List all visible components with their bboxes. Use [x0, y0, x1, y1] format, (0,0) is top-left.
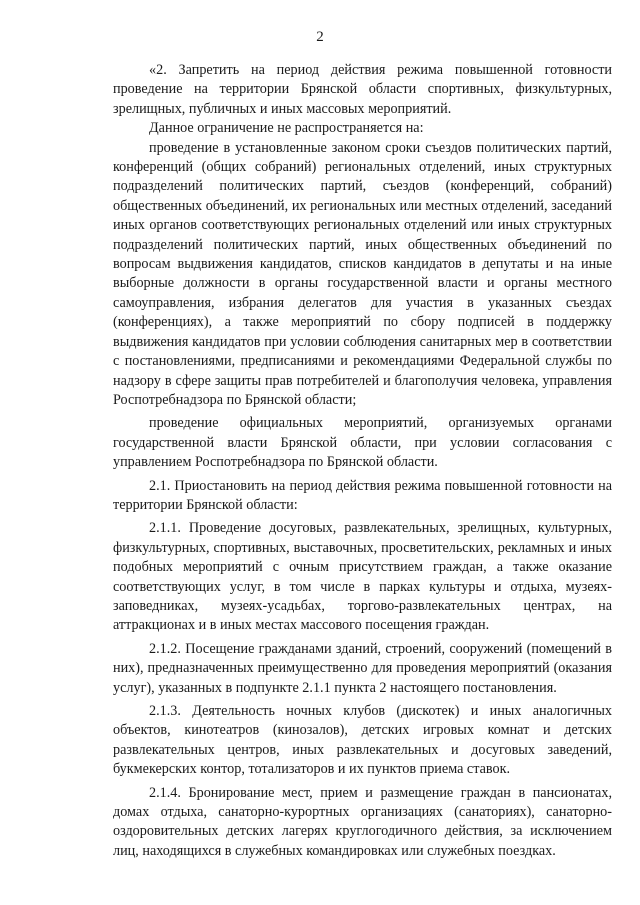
paragraph-clause-2: «2. Запретить на период действия режима повышенной готовности проведение на территории Брянской области спортивных, физкультурных, зрелищных, публичных и иных массовых мероприятий. [113, 62, 612, 117]
paragraph-exception-congresses: проведение в установленные законом сроки съездов политических партий, конференций (общих собраний) региональных отделений, иных структурных подразделений политических партий, съездов (конференций, собраний) общественных объединений, их региональных или местных отделений, заседаний иных органов соответствующих региональных отделений или иных структурных подразделений политических партий, иных общественных объединений по вопросам выдвижения кандидатов, списков кандидатов в депутаты и на иные выборные должности в органы государственной власти и органы местного самоуправления, избрания делегатов для участия в указанных съездах (конференциях), а также мероприятий по сбору подписей в поддержку выдвижения кандидатов при условии соблюдения санитарных мер в соответствии с постановлениями, предписаниями и рекомендациями Федеральной службы по надзору в сфере защиты прав потребителей и благополучия человека, управления Роспотребнадзора по Брянской области; [113, 139, 612, 408]
page-number: 2 [316, 29, 324, 45]
paragraph-exception-intro: Данное ограничение не распространяется на: [149, 120, 424, 137]
paragraph-clause-2-1-3: 2.1.3. Деятельность ночных клубов (дискотек) и иных аналогичных объектов, кинотеатров (кинозалов), детских игровых комнат и детских развлекательных центров, иных развлекательных и досуговых заведений, букмекерских контор, тотализаторов и их пунктов приема ставок. [113, 703, 612, 778]
paragraph-clause-2-1: 2.1. Приостановить на период действия режима повышенной готовности на территории Брянской области: [113, 477, 612, 513]
document-body [113, 61, 612, 861]
paragraph-clause-2-1-2: 2.1.2. Посещение гражданами зданий, строений, сооружений (помещений в них), предназначенных преимущественно для проведения мероприятий (оказания услуг), указанных в подпункте 2.1.1 пункта 2 настоящего постановления. [113, 640, 612, 696]
paragraph-clause-2-1-4: 2.1.4. Бронирование мест, прием и размещение граждан в пансионатах, домах отдыха, санаторно-курортных организациях (санаториях), санаторно-оздоровительных детских лагерях круглогодичного действия, за исключением лиц, находящихся в служебных командировках или служебных поездках. [113, 784, 612, 859]
paragraph-clause-2-1-1: 2.1.1. Проведение досуговых, развлекательных, зрелищных, культурных, физкультурных, спортивных, выставочных, просветительских, рекламных и иных подобных мероприятий с очным присутствием граждан, а также оказание соответствующих услуг, в том числе в парках культуры и отдыха, музеях-заповедниках, музеях-усадьбах, торгово-развлекательных центрах, на аттракционах и в иных местах массового посещения граждан. [113, 520, 612, 634]
paragraph-exception-official-events: проведение официальных мероприятий, организуемых органами государственной власти Брянской области, при условии согласования с управлением Роспотребнадзора по Брянской области. [113, 415, 612, 471]
